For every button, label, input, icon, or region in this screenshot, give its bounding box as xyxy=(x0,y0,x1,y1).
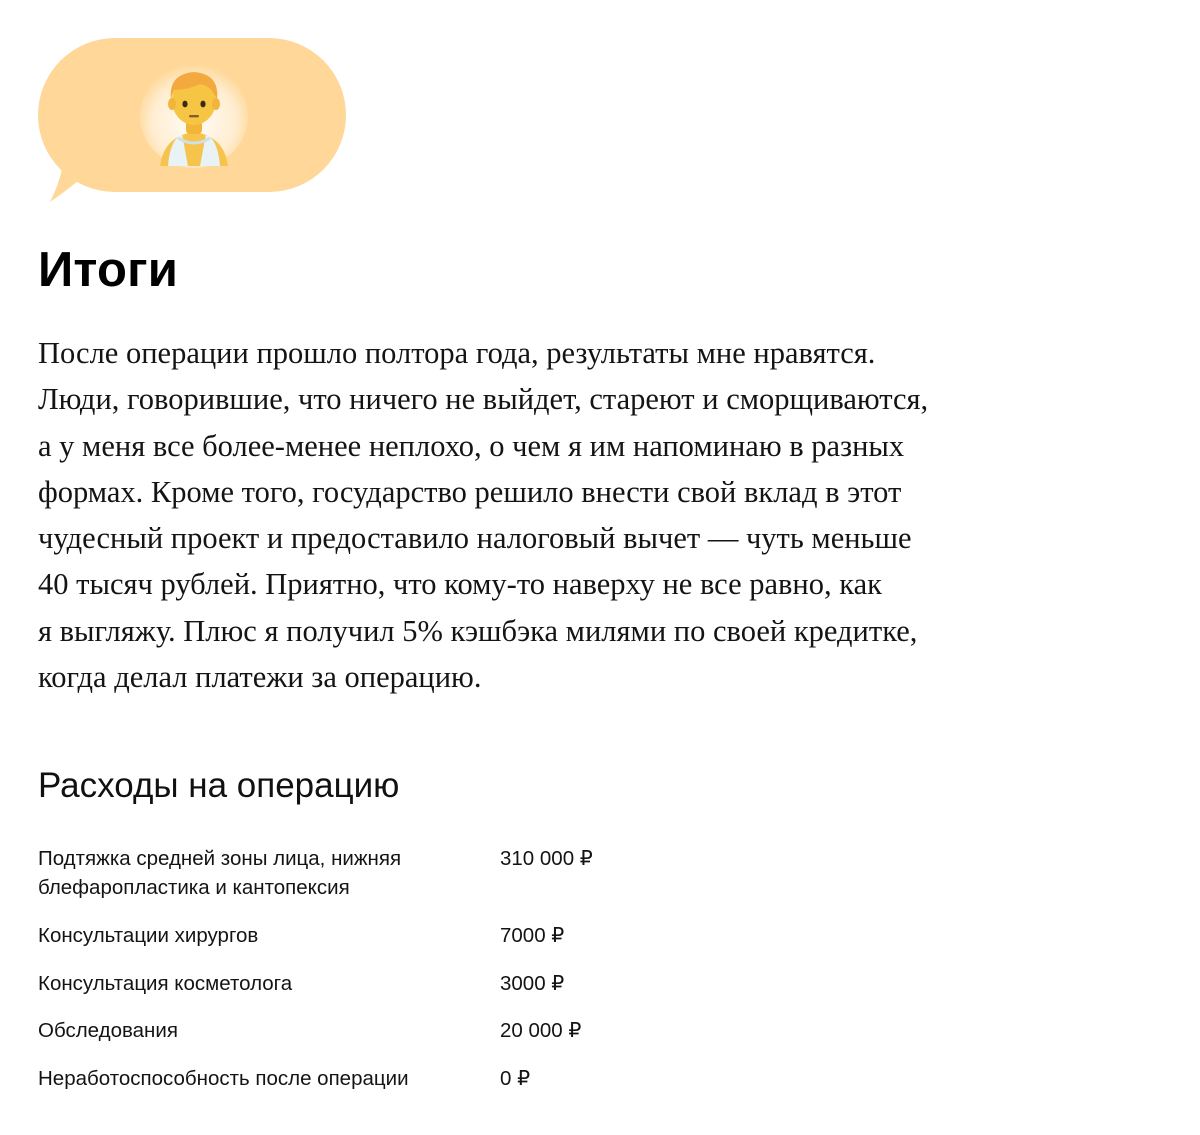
expense-label: Обследования xyxy=(38,1019,178,1042)
expense-value: 310 000 ₽ xyxy=(500,847,593,870)
paragraph-line: формах. Кроме того, государство решило внести свой вклад в этот xyxy=(38,474,902,509)
expense-row xyxy=(38,969,798,1017)
expenses-table xyxy=(38,844,798,1111)
expenses-title: Расходы на операцию xyxy=(38,766,400,805)
expense-label: Консультации хирургов xyxy=(38,924,259,947)
expense-value: 7000 ₽ xyxy=(500,924,565,947)
expense-row xyxy=(38,1016,798,1064)
expense-label: Неработоспособность после операции xyxy=(38,1066,409,1090)
paragraph-line: я выгляжу. Плюс я получил 5% кэшбэка милями по своей кредитке, xyxy=(38,613,918,648)
expense-row xyxy=(38,844,798,921)
paragraph-line: когда делал платежи за операцию. xyxy=(38,660,482,695)
paragraph-line: чудесный проект и предоставило налоговый вычет — чуть меньше xyxy=(38,521,912,556)
paragraph-line: После операции прошло полтора года, результаты мне нравятся. xyxy=(38,336,876,370)
paragraph-line: 40 тысяч рублей. Приятно, что кому-то наверху не все равно, как xyxy=(38,567,882,602)
expense-label: Консультация косметолога xyxy=(38,971,293,995)
paragraph-line: Люди, говорившие, что ничего не выйдет, стареют и сморщиваются, xyxy=(38,382,929,417)
expense-label xyxy=(38,844,500,921)
article-paragraph xyxy=(38,330,1098,700)
expense-row xyxy=(38,1064,798,1112)
speech-bubble xyxy=(38,38,348,204)
expense-value: 20 000 ₽ xyxy=(500,1019,582,1042)
expense-label-line: Подтяжка средней зоны лица, нижняя xyxy=(38,847,402,870)
expense-value: 3000 ₽ xyxy=(500,971,565,995)
person-in-steamy-room-emoji-icon xyxy=(138,56,250,168)
section-heading: Итоги xyxy=(38,243,179,297)
paragraph-line: а у меня все более-менее неплохо, о чем я им напоминаю в разных xyxy=(38,428,905,463)
expense-label-line: блефаропластика и кантопексия xyxy=(38,876,350,899)
expense-value: 0 ₽ xyxy=(500,1066,531,1090)
expense-row xyxy=(38,921,798,969)
